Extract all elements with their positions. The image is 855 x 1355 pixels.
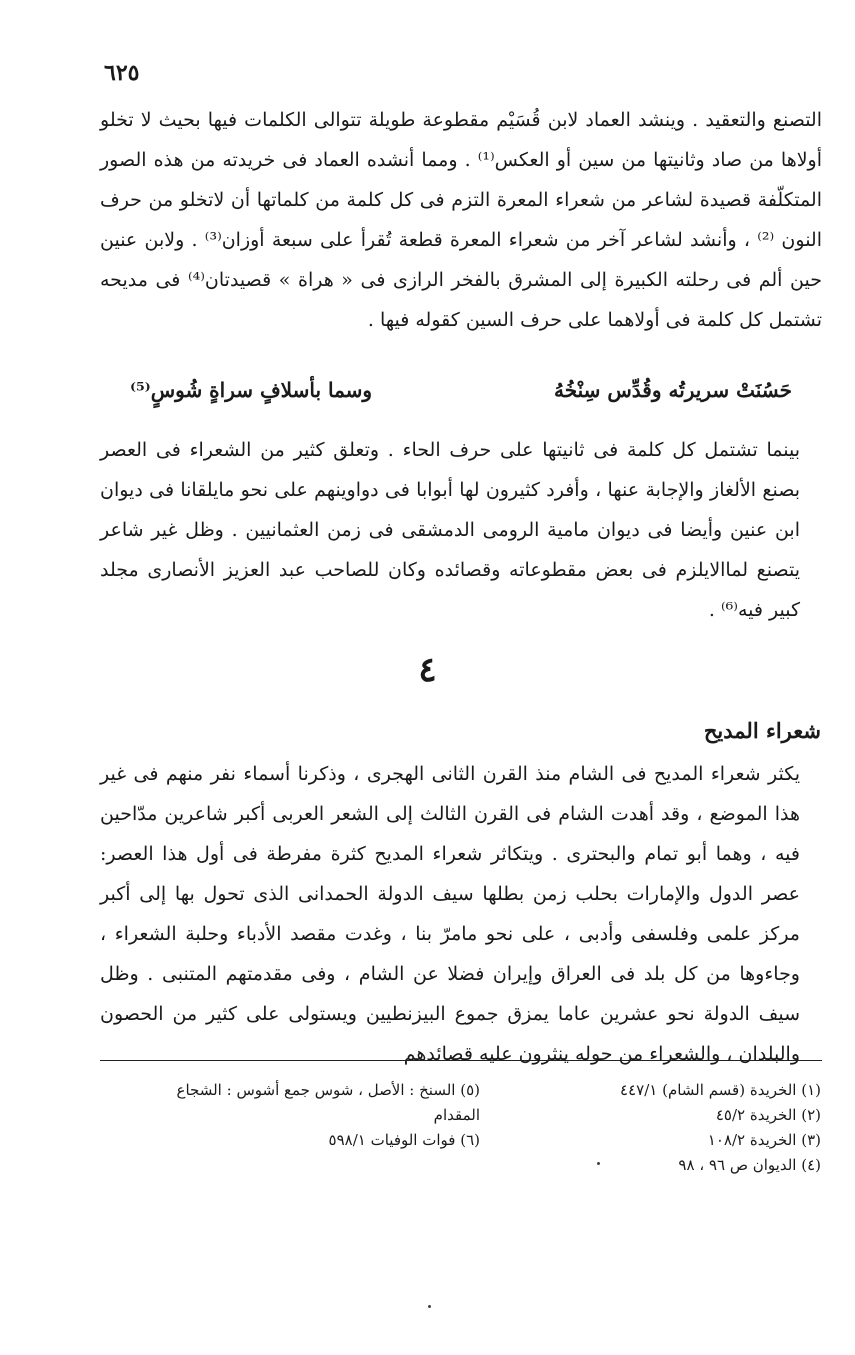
print-speck xyxy=(597,1162,600,1165)
poetry-verse xyxy=(100,370,822,414)
print-speck xyxy=(428,1305,431,1308)
footnote-divider xyxy=(100,1060,822,1061)
paragraph-text: يكثر شعراء المديح فى الشام منذ القرن الثانى الهجرى ، وذكرنا أسماء نفر منهم فى غير هذا الموضع ، وقد أهدت الشام فى القرن الثالث إلى الشعر العربى أكبر شاعرين مدّاحين فيه ، وهما أبو تمام والبحترى . ويتكاثر شعراء المديح كثرة مفرطة فى أول هذا العصر: عصر الدول والإمارات بحلب زمن بطلها سيف الدولة الحمدانى الذى تحول بها إلى أكبر مركز علمى وفلسفى وأدبى ، على نحو مامرّ بنا ، وغدت مقصد الأدباء وحلبة الشعراء ، وجاءوها من كل بلد فى العراق وإيران فضلا عن الشام ، وفى مقدمتهم المتنبى . وظل سيف الدولة نحو عشرين عاما يمزق جموع البيزنطيين ويستولى على كثير من الحصون والبلدان ، والشعراء من حوله ينثرون عليه قصائدهم xyxy=(100,763,800,1065)
footnote-5: (٥) السنخ : الأصل ، شوس جمع أشوس : الشجاع المقدام xyxy=(176,1081,480,1124)
paragraph-text: التصنع والتعقيد . وينشد العماد لابن قُسَيْم مقطوعة طويلة تتوالى الكلمات فيها بحيث لا تخلو أولاها من صاد وثانيتها من سين أو العكس⁽¹⁾ . ومما أنشده العماد فى خريدته من هذه الصور المتكلّفة قصيدة لشاعر من شعراء المعرة التزم فى كل كلمة من كلماتها أن لاتخلو من حرف النون ⁽²⁾ ، وأنشد لشاعر آخر من شعراء المعرة قطعة تُقرأ على سبعة أوزان⁽³⁾ . ولابن عنين حين ألم فى رحلته الكبيرة إلى المشرق بالفخر الرازى فى « هراة » قصيدتان⁽⁴⁾ فى مديحه تشتمل كل كلمة فى أولاهما على حرف السين كقوله فيها . xyxy=(100,109,823,331)
footnote-3: (٣) الخريدة ١٠٨/٢ xyxy=(707,1131,821,1149)
verse-first-hemistich: حَسُنَتْ سريرتُه وقُدِّس سِنْخُهُ xyxy=(553,378,792,402)
body-paragraph-3 xyxy=(100,754,822,1074)
section-number: ٤ xyxy=(418,650,437,690)
footnote-2: (٢) الخريدة ٤٥/٢ xyxy=(715,1106,821,1124)
footnotes-left-column xyxy=(130,1078,480,1153)
footnote-1: (١) الخريدة (قسم الشام) ٤٤٧/١ xyxy=(620,1081,821,1099)
footnote-6: (٦) فوات الوفيات ٥٩٨/١ xyxy=(328,1131,480,1149)
footnotes-right-column xyxy=(481,1078,821,1178)
verse-second-hemistich: وسما بأسلافٍ سراةٍ شُوسٍ⁽⁵⁾ xyxy=(130,378,373,402)
footnote-4: (٤) الديوان ص ٩٦ ، ٩٨ xyxy=(678,1156,821,1174)
page-number: ٦٢٥ xyxy=(104,60,140,86)
paragraph-text: بينما تشتمل كل كلمة فى ثانيتها على حرف الحاء . وتعلق كثير من الشعراء فى العصر بصنع الألغاز والإجابة عنها ، وأفرد كثيرون لها أبوابا فى دواوينهم على نحو مايلقانا فى ديوان ابن عنين وأيضا فى ديوان مامية الرومى الدمشقى فى زمن العثمانيين . وظل غير شاعر يتصنع لماالايلزم فى بعض مقطوعاته وقصائده وكان للصاحب عبد العزيز الأنصارى مجلد كبير فيه⁽⁶⁾ . xyxy=(100,439,800,621)
section-heading: شعراء المديح xyxy=(703,718,821,743)
body-paragraph-2 xyxy=(100,430,822,630)
body-paragraph-1 xyxy=(100,100,822,340)
